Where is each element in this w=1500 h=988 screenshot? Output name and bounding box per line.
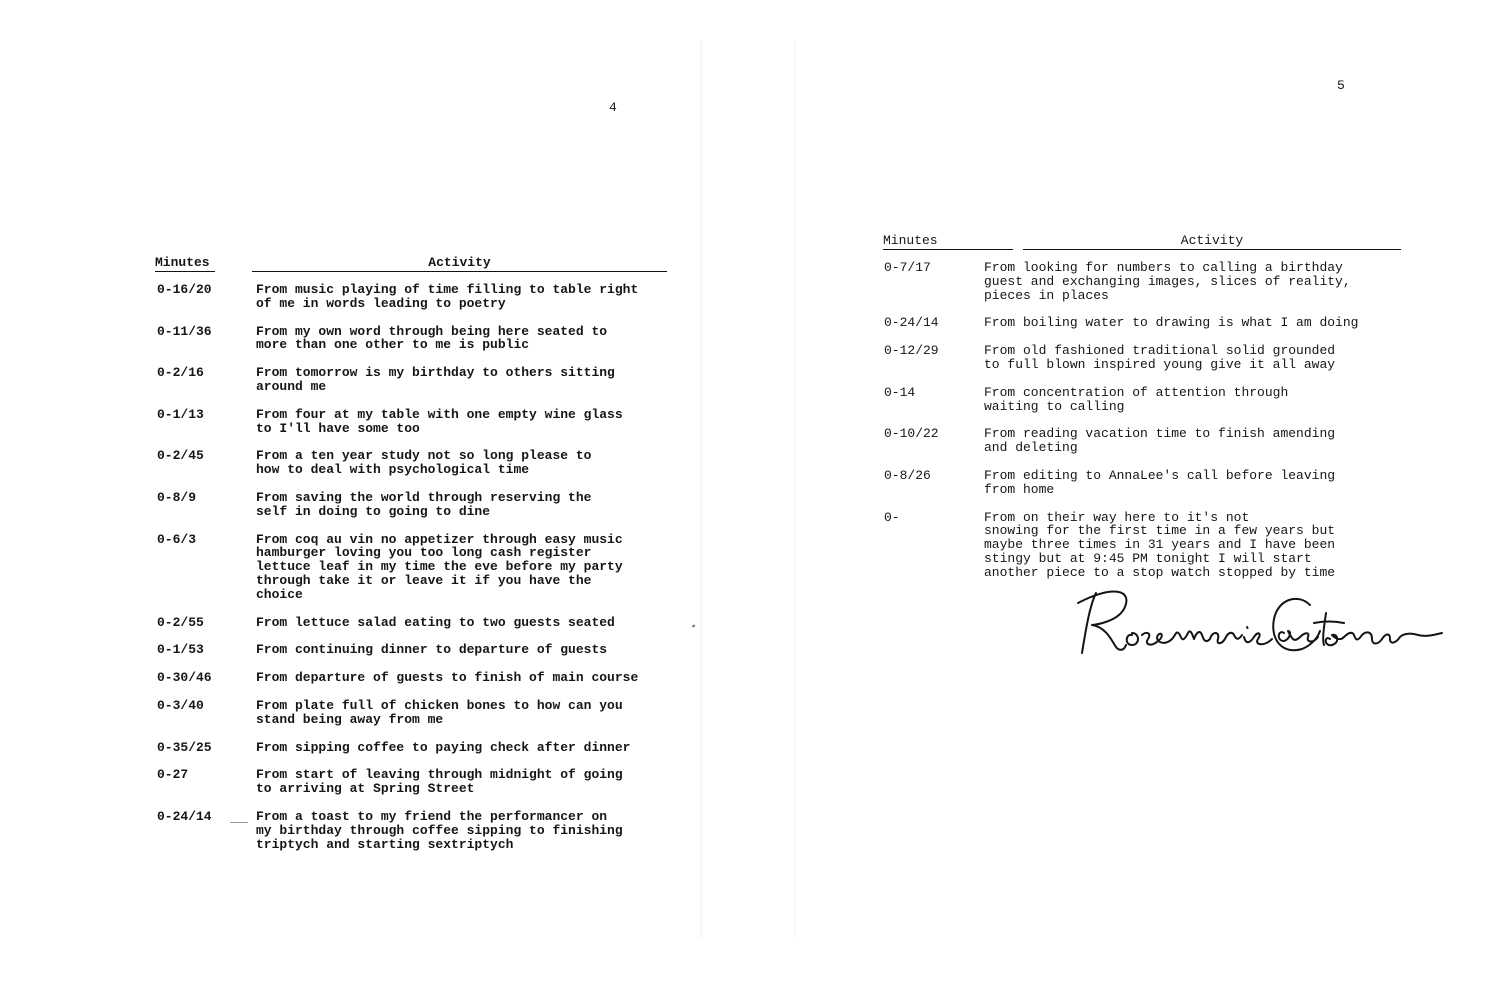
activity-column-header: Activity — [252, 255, 667, 272]
activity-text: From editing to AnnaLee's call before leaving from home — [984, 467, 1336, 497]
minutes-value: 0-27 — [157, 767, 189, 783]
minutes-column-header: Minutes — [883, 233, 1013, 250]
log-row — [157, 741, 677, 755]
minutes-column-header: Minutes — [155, 255, 215, 272]
log-row — [157, 810, 677, 851]
paper-speck — [230, 822, 248, 823]
activity-text: From old fashioned traditional solid grounded to full blown inspired young give it all away — [984, 343, 1336, 372]
log-row — [157, 491, 677, 519]
activity-text: From boiling water to drawing is what I am doing — [984, 315, 1359, 331]
activity-text: From start of leaving through midnight of going to arriving at Spring Street — [256, 767, 623, 797]
minutes-value: 0-35/25 — [157, 739, 212, 755]
minutes-value: 0-1/53 — [157, 642, 204, 658]
page-gutter — [700, 40, 796, 938]
log-row — [884, 469, 1404, 497]
activity-text: From coq au vin no appetizer through easy music hamburger loving you too long cash register lettuce leaf in my time the eve before my party through take it or leave it if you have the choice — [256, 531, 623, 602]
minutes-value: 0-11/36 — [157, 323, 212, 339]
log-row — [157, 408, 677, 436]
minutes-value: 0-6/3 — [157, 531, 197, 547]
log-row — [157, 643, 677, 657]
log-row — [884, 386, 1404, 414]
activity-text: From music playing of time filling to table right of me in words leading to poetry — [256, 282, 639, 311]
activity-text: From reading vacation time to finish amending and deleting — [984, 426, 1336, 456]
log-row — [884, 316, 1404, 330]
signature-strokes — [1078, 592, 1442, 653]
minutes-value: 0-30/46 — [157, 670, 212, 686]
log-row — [157, 533, 677, 602]
log-row — [157, 768, 677, 796]
table-header — [155, 255, 670, 275]
page-number: 4 — [609, 100, 618, 115]
activity-text: From sipping coffee to paying check after dinner — [256, 739, 631, 755]
minutes-value: 0-3/40 — [157, 697, 204, 713]
minutes-value: 0-2/55 — [157, 614, 204, 630]
activity-text: From looking for numbers to calling a birthday guest and exchanging images, slices of reality, pieces in places — [984, 260, 1351, 303]
log-row — [157, 325, 677, 353]
activity-log — [157, 283, 677, 865]
minutes-value: 0-24/14 — [157, 808, 212, 824]
minutes-value: 0-1/13 — [157, 406, 204, 422]
minutes-value: 0-24/14 — [884, 315, 939, 331]
log-row — [884, 511, 1404, 580]
activity-text: From a toast to my friend the performancer on my birthday through coffee sipping to finishing triptych and starting sextriptych — [256, 808, 623, 852]
activity-text: From tomorrow is my birthday to others sitting around me — [256, 365, 615, 394]
signature — [1072, 583, 1452, 673]
log-row — [157, 671, 677, 685]
activity-log — [884, 261, 1404, 594]
log-row — [157, 699, 677, 727]
minutes-value: 0-2/16 — [157, 365, 204, 381]
minutes-value: 0-14 — [884, 384, 916, 400]
log-row — [157, 283, 677, 311]
log-row — [157, 449, 677, 477]
activity-text: From plate full of chicken bones to how can you stand being away from me — [256, 697, 623, 727]
activity-text: From lettuce salad eating to two guests seated — [256, 614, 615, 630]
activity-column-header: Activity — [1023, 233, 1401, 250]
activity-text: From departure of guests to finish of main course — [256, 670, 639, 686]
minutes-value: 0-10/22 — [884, 426, 939, 442]
table-header — [883, 233, 1403, 253]
activity-text: From on their way here to it's not snowing for the first time in a few years but maybe three times in 31 years and I have been stingy but at 9:45 PM tonight I will start another piece to a stop watch stopped by time — [984, 509, 1336, 580]
activity-text: From my own word through being here seated to more than one other to me is public — [256, 323, 608, 353]
page-number: 5 — [1337, 78, 1346, 93]
activity-text: From four at my table with one empty wine glass to I'll have some too — [256, 406, 623, 436]
paper-speck — [692, 624, 695, 627]
minutes-value: 0- — [884, 509, 900, 525]
log-row — [157, 616, 677, 630]
minutes-value: 0-8/26 — [884, 467, 931, 483]
activity-text: From saving the world through reserving the self in doing to going to dine — [256, 489, 592, 519]
minutes-value: 0-2/45 — [157, 448, 204, 464]
log-row — [884, 261, 1404, 302]
minutes-value: 0-8/9 — [157, 489, 197, 505]
minutes-value: 0-12/29 — [884, 343, 939, 359]
document-page-right — [796, 40, 1500, 938]
minutes-value: 0-7/17 — [884, 260, 931, 275]
activity-text: From concentration of attention through waiting to calling — [984, 384, 1289, 414]
document-page-left — [0, 40, 702, 938]
log-row — [884, 427, 1404, 455]
activity-text: From a ten year study not so long please to how to deal with psychological time — [256, 448, 592, 478]
activity-text: From continuing dinner to departure of guests — [256, 642, 608, 658]
log-row — [157, 366, 677, 394]
minutes-value: 0-16/20 — [157, 282, 212, 297]
log-row — [884, 344, 1404, 372]
